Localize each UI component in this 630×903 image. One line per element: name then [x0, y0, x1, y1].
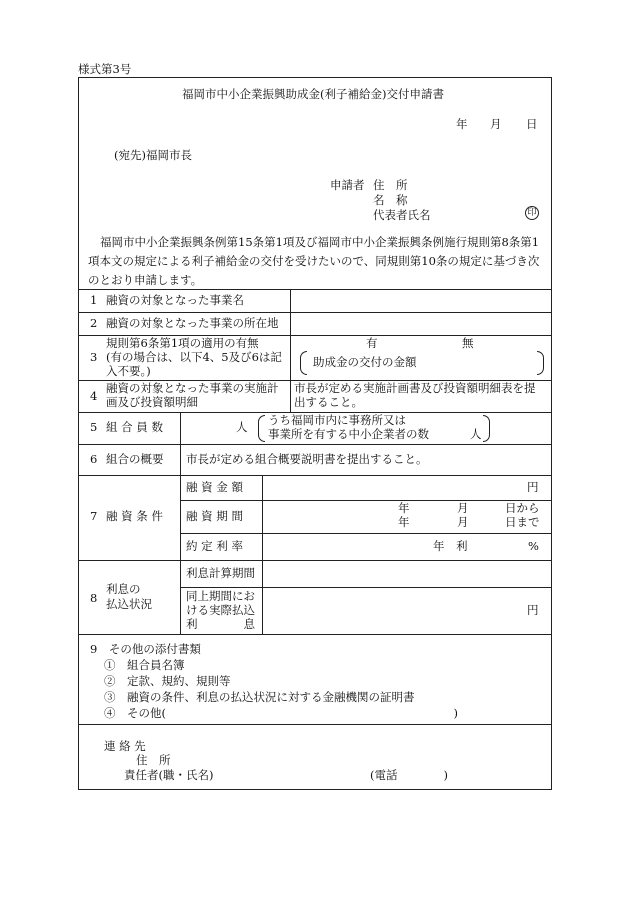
contact-address: 住 所 [136, 753, 171, 767]
item-2-label: 融資の対象となった事業の所在地 [106, 316, 279, 330]
paid-interest-unit: 円 [527, 603, 539, 617]
period-from-month: 月 [457, 501, 469, 515]
item-4-number: 4 [90, 389, 98, 403]
option-yes: 有 [366, 336, 378, 350]
attachment-item: ④ その他( ) [104, 706, 458, 720]
item-4-label-line2: 画及び投資額明細 [106, 395, 198, 409]
item-1-label: 融資の対象となった事業名 [106, 293, 244, 307]
attachment-item: ③ 融資の条件、利息の払込状況に対する金融機関の証明書 [104, 690, 415, 704]
period-from-year: 年 [398, 501, 410, 515]
option-no: 無 [462, 336, 474, 350]
contact-person: 責任者(職・氏名) [124, 768, 214, 782]
period-to-year: 年 [398, 515, 410, 529]
item-4-value-line2: 出すること。 [294, 395, 363, 409]
applicant-address: 住 所 [373, 178, 408, 192]
contact-heading: 連 絡 先 [104, 739, 146, 753]
period-from-day: 日から [505, 501, 540, 515]
item-3-label-line2: (有の場合は、以下4、5及び6は記 [106, 350, 282, 364]
actual-paid-line3: 利 息 [186, 617, 255, 631]
member-count-unit: 人 [236, 420, 248, 434]
attachments-heading: 9 その他の添付書類 [90, 642, 201, 656]
applicant-label: 申請者 [330, 178, 365, 192]
item-5-number: 5 [90, 420, 98, 434]
attachment-item: ② 定款、規約、規則等 [104, 674, 231, 688]
item-4-label-line1: 融資の対象となった事業の実施計 [106, 381, 279, 395]
rate-unit: % [528, 539, 539, 553]
addressee: (宛先)福岡市長 [114, 148, 192, 162]
item-5-label: 組 合 員 数 [106, 420, 163, 434]
item-6-value: 市長が定める組合概要説明書を提出すること。 [186, 452, 428, 466]
item-3-number: 3 [90, 350, 98, 364]
date-month: 月 [490, 117, 502, 131]
applicant-representative: 代表者氏名 [373, 208, 431, 222]
item-1-number: 1 [90, 293, 98, 307]
loan-amount-label: 融 資 金 額 [186, 480, 243, 494]
date-day: 日 [526, 117, 538, 131]
item-4-value-line1: 市長が定める実施計画書及び投資額明細表を提 [294, 381, 536, 395]
form-title: 福岡市中小企業振興助成金(利子補給金)交付申請書 [182, 87, 444, 101]
local-member-note-line1: うち福岡市内に事務所又は [268, 413, 406, 427]
contact-phone: (電話 ) [370, 768, 448, 782]
item-8-label-line2: 払込状況 [106, 597, 152, 611]
date-year: 年 [456, 117, 468, 131]
local-member-unit: 人 [470, 427, 482, 441]
item-7-label: 融 資 条 件 [106, 509, 163, 523]
item-3-label-line3: 入不要。) [106, 364, 151, 378]
actual-paid-line1: 同上期間にお [186, 589, 255, 603]
seal-mark: 印 [525, 206, 539, 220]
applicant-name: 名 称 [373, 193, 408, 207]
grant-amount-label: 助成金の交付の金額 [313, 355, 417, 369]
interest-rate-label: 約 定 利 率 [186, 539, 243, 553]
application-statement: 福岡市中小企業振興条例第15条第1項及び福岡市中小企業振興条例施行規則第8条第1項本文の規定による利子補給金の交付を受けたいので、同規則第10条の規定に基づき次のとおり申請します。 [88, 235, 540, 287]
item-7-number: 7 [90, 509, 98, 523]
period-to-month: 月 [457, 515, 469, 529]
local-member-note-line2: 事業所を有する中小企業者の数 [268, 427, 429, 441]
interest-calc-period-label: 利息計算期間 [186, 566, 255, 580]
form-number: 様式第3号 [78, 62, 132, 76]
item-2-number: 2 [90, 316, 98, 330]
item-8-label-line1: 利息の [106, 582, 141, 596]
loan-period-label: 融 資 期 間 [186, 509, 243, 523]
period-to-day: 日まで [505, 515, 540, 529]
item-8-number: 8 [90, 591, 98, 605]
item-6-label: 組合の概要 [106, 452, 164, 466]
annual-rate-label: 年 利 [433, 539, 468, 553]
item-3-label-line1: 規則第6条第1項の適用の有無 [106, 336, 259, 350]
actual-paid-line2: ける実際払込 [186, 603, 255, 617]
attachment-item: ① 組合員名簿 [104, 658, 185, 672]
loan-amount-unit: 円 [527, 480, 539, 494]
item-6-number: 6 [90, 452, 98, 466]
